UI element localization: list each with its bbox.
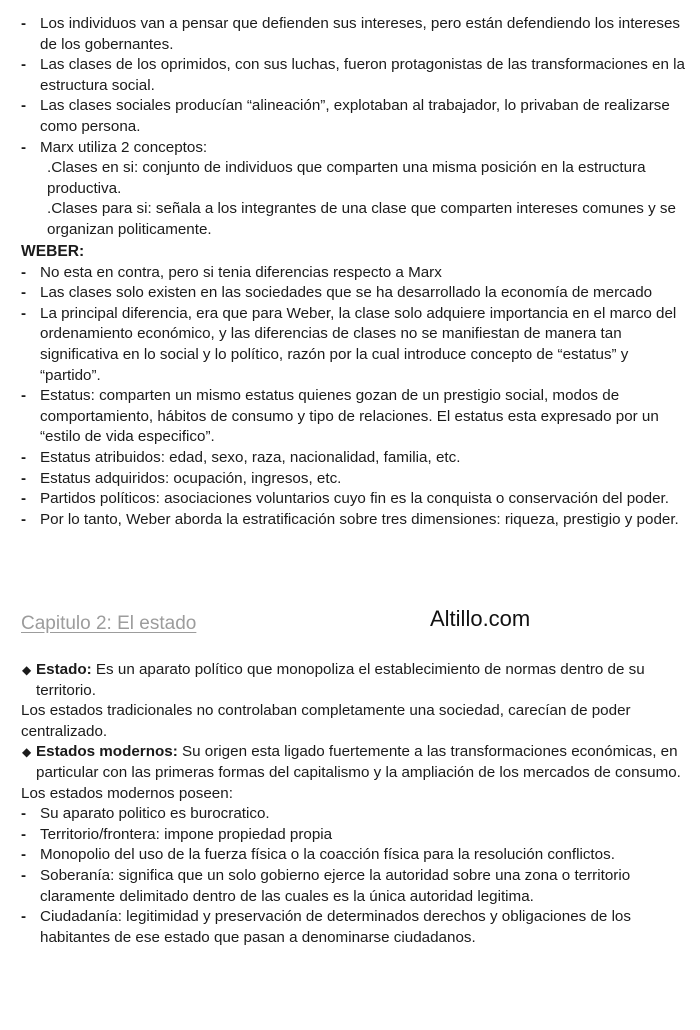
list-item-text: Ciudadanía: legitimidad y preservación de determinados derechos y obligaciones de los habitantes de ese estado que pasan a denominarse ciudadanos. <box>40 908 631 946</box>
list-item-text: La principal diferencia, era que para Weber, la clase solo adquiere importancia en el marco del ordenamiento económico, y las diferencias de clases no se manifiestan de manera tan significativa en lo social y lo político, razón por la cual introduce concepto de “estatus” y “partido”. <box>40 304 677 384</box>
dash-bullet: - <box>21 387 27 405</box>
dash-bullet: - <box>21 908 27 926</box>
definition-text: Es un aparato político que monopoliza el establecimiento de normas dentro de su territorio. <box>36 661 645 699</box>
list-item <box>0 386 700 448</box>
dash-bullet: - <box>21 469 27 487</box>
list-item-text: Por lo tanto, Weber aborda la estratificación sobre tres dimensiones: riqueza, prestigio y poder. <box>40 510 679 528</box>
diamond-bullet-icon: ◆ <box>22 745 32 760</box>
modern-states-intro: Los estados modernos poseen: <box>21 784 233 802</box>
term-label: Estado: <box>36 661 92 678</box>
list-item-text: No esta en contra, pero si tenia diferencias respecto a Marx <box>40 263 442 281</box>
chapter-heading-row <box>0 608 700 642</box>
list-item-text: Su aparato politico es burocratico. <box>40 805 270 823</box>
list-item <box>0 448 700 469</box>
dash-bullet: - <box>21 97 27 115</box>
diamond-bullet-icon: ◆ <box>22 663 32 677</box>
list-item <box>0 283 700 304</box>
weber-list <box>0 263 700 531</box>
dash-bullet: - <box>21 263 27 281</box>
list-item-text: Estatus atribuidos: edad, sexo, raza, nacionalidad, familia, etc. <box>40 448 461 466</box>
list-item <box>0 866 700 907</box>
list-item-text: Las clases solo existen en las sociedades que se ha desarrollado la economía de mercado <box>40 284 653 302</box>
list-item-text: Las clases sociales producían “alineación”, explotaban al trabajador, lo privaban de realizarse como persona. <box>40 97 670 135</box>
list-item-text: Territorio/frontera: impone propiedad propia <box>40 825 333 843</box>
dash-bullet: - <box>21 866 27 884</box>
list-item-text: Estatus adquiridos: ocupación, ingresos, etc. <box>40 469 342 487</box>
estado-section <box>0 660 700 948</box>
dash-bullet: - <box>21 846 27 864</box>
marx-section <box>0 14 700 241</box>
marx-list <box>0 14 700 158</box>
list-item <box>0 469 700 490</box>
dash-bullet: - <box>21 15 27 32</box>
list-item <box>0 138 700 159</box>
list-item-text: Los individuos van a pensar que defienden sus intereses, pero están defendiendo los intereses de los gobernantes. <box>40 15 680 53</box>
list-item-text: Partidos políticos: asociaciones voluntarios cuyo fin es la conquista o conservación del poder. <box>40 490 669 508</box>
list-item <box>0 55 700 96</box>
dash-bullet: - <box>21 825 27 843</box>
dash-bullet: - <box>21 284 27 302</box>
list-item-text: Marx utiliza 2 conceptos: <box>40 138 208 156</box>
dash-bullet: - <box>21 56 27 74</box>
concept-text: .Clases en si: conjunto de individuos que comparten una misma posición en la estructura productiva. <box>47 159 646 197</box>
list-item-text: Soberanía: significa que un solo gobierno ejerce la autoridad sobre una zona o territorio claramente delimitado dentro de las cuales es la única autoridad legitima. <box>40 866 631 905</box>
term-label: Estados modernos: <box>36 743 178 761</box>
weber-section <box>0 242 700 530</box>
concept-clases-para-si <box>0 199 700 240</box>
list-item <box>0 907 700 948</box>
list-item <box>0 510 700 531</box>
weber-heading: WEBER: <box>21 243 85 260</box>
definition-text: Su origen esta ligado fuertemente a las transformaciones económicas, en particular con las primeras formas del capitalismo y la ampliación de los mercados de consumo. <box>36 743 681 781</box>
list-item <box>0 96 700 137</box>
estado-definition <box>0 660 700 701</box>
concept-text: .Clases para si: señala a los integrantes de una clase que comparten intereses comunes y se organizan politicamente. <box>47 200 676 238</box>
list-item <box>0 845 700 866</box>
list-item <box>0 825 700 846</box>
modern-states-definition <box>0 742 700 783</box>
site-watermark: Altillo.com <box>430 606 531 631</box>
traditional-states-paragraph: Los estados tradicionales no controlaban completamente una sociedad, carecían de poder centralizado. <box>21 702 631 740</box>
dash-bullet: - <box>21 805 27 823</box>
list-item <box>0 14 700 55</box>
list-item <box>0 489 700 510</box>
modern-states-list <box>0 804 700 948</box>
list-item <box>0 263 700 284</box>
list-item-text: Monopolio del uso de la fuerza física o la coacción física para la resolución conflictos. <box>40 846 615 864</box>
list-item <box>0 804 700 825</box>
list-item-text: Las clases de los oprimidos, con sus luchas, fueron protagonistas de las transformaciones en la estructura social. <box>40 56 685 94</box>
dash-bullet: - <box>21 448 27 466</box>
concept-clases-en-si <box>0 158 700 199</box>
dash-bullet: - <box>21 138 27 156</box>
list-item-text: Estatus: comparten un mismo estatus quienes gozan de un prestigio social, modos de comportamiento, hábitos de consumo y tipo de relaciones. El estatus esta expresado por un “estilo de vida especifico”. <box>40 387 659 446</box>
list-item <box>0 304 700 386</box>
dash-bullet: - <box>21 510 27 528</box>
dash-bullet: - <box>21 304 27 322</box>
dash-bullet: - <box>21 490 27 508</box>
chapter-title: Capitulo 2: El estado <box>21 613 197 634</box>
